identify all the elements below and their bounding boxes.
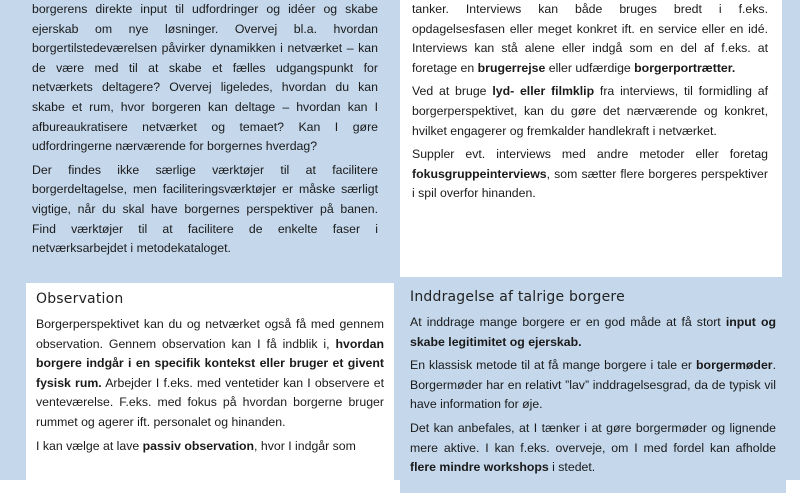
paragraph xyxy=(410,313,776,352)
text-run: , hvor I indgår som xyxy=(254,438,356,453)
text-run: borgerens direkte input til udfordringer og idéer og skabe ejerskab om nye løsninger. Overvej bl.a. hvordan borgertilstedeværelsen påvirker dynamikken i netværket – kan de være med til at skabe et fælles udgangspunkt for netværkets deltagere? Overvej ligeledes, hvordan du kan skabe et rum, hvor borgeren kan deltage – hvordan kan I afbureaukratisere netværket og temaet? Kan I gøre udfordringerne nærværende for borgernes hverdag? xyxy=(32,2,378,154)
text-run: , som sætter flere borgeres perspektiver i spil overfor hinanden. xyxy=(412,166,768,201)
section-heading: Observation xyxy=(36,291,124,307)
many-citizens-panel xyxy=(400,283,786,493)
bold-text: flere mindre workshops xyxy=(410,460,549,475)
text-run: I kan vælge at lave xyxy=(36,438,143,453)
text-run: eller udfærdige xyxy=(545,60,635,75)
text-run: i stedet. xyxy=(548,460,596,475)
text-run: fra interviews, til formidling af borgerperspektivet, kan du gøre det nærværende og konkret, hvilket engagerer og fremkalder handlekraft i netværket. xyxy=(412,84,768,138)
top-right-panel xyxy=(400,0,782,277)
paragraph xyxy=(32,0,378,157)
bold-text: borgerportrætter. xyxy=(634,60,736,75)
bold-text: lyd- eller filmklip xyxy=(492,84,595,99)
paragraph xyxy=(410,419,776,478)
text-run: tanker. Interviews kan både bruges bredt i f.eks. opdagelsesfasen eller meget konkret ift. en service eller en idé. Interviews kan stå alene eller indgå som en del af f.eks. at foretage en xyxy=(412,2,768,75)
text-run: Ved at bruge xyxy=(412,84,493,99)
text-run: At inddrage mange borgere er en god måde at få stort xyxy=(410,315,726,329)
paragraph xyxy=(412,145,768,204)
bold-text: passiv observation xyxy=(142,438,255,453)
text-run: Det kan anbefales, at I tænker i at gøre borgermøder og lignende mere aktive. I kan f.eks. overveje, om I med fordel kan afholde xyxy=(410,420,776,455)
paragraph xyxy=(410,356,776,415)
text-run: . Borgermøder har en relativt ”lav” inddragelsesgrad, da de typisk vil have information for øje. xyxy=(410,358,776,412)
paragraph xyxy=(36,315,384,433)
text-run: En klassisk metode til at få mange borgere i tale er xyxy=(410,358,697,373)
text-run: Borgerperspektivet kan du og netværket også få med gennem observation. Gennem observation kan I få indblik i, xyxy=(36,317,384,351)
bold-text: brugerrejse xyxy=(477,60,546,75)
text-run: Suppler evt. interviews med andre metoder eller foretag xyxy=(412,147,768,162)
bold-text: hvordan borgere indgår i en specifik kontekst eller bruger et givent fysisk rum. xyxy=(36,336,384,390)
paragraph xyxy=(32,161,378,259)
paragraph xyxy=(412,0,768,78)
bold-text: fokusgruppeinterviews xyxy=(412,166,547,181)
bold-text: borgermøder xyxy=(696,358,773,373)
section-heading: Inddragelse af talrige borgere xyxy=(410,289,625,305)
text-run: Arbejder I f.eks. med ventetider kan I observere et venteværelse. F.eks. med fokus på hvordan borgerne bruger rummet og agerer ift. personalet og hinanden. xyxy=(36,375,384,429)
text-run: Der findes ikke særlige værktøjer til at facilitere borgerdeltagelse, men faciliteringsværktøjer er måske særligt vigtige, når du skal have borgernes perspektiver på banen. Find værktøjer til at facilitere de enkelte faser i netværksarbejdet i metodekataloget. xyxy=(32,162,378,256)
observation-panel xyxy=(26,283,394,493)
bold-text: input og skabe legitimitet og ejerskab. xyxy=(410,315,776,349)
paragraph xyxy=(36,437,384,457)
top-left-panel xyxy=(20,0,394,277)
paragraph xyxy=(412,82,768,141)
